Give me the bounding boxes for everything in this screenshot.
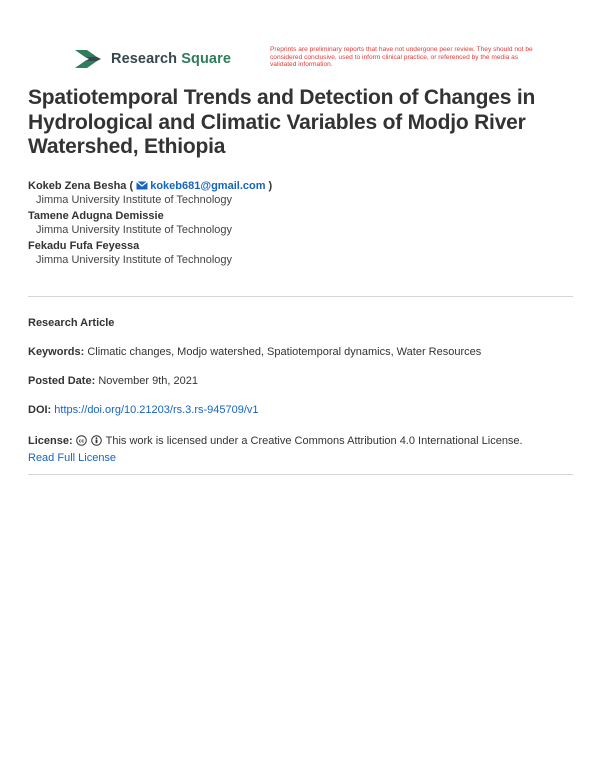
preprint-disclaimer: Preprints are preliminary reports that have not undergone peer review. They should not be considered conclusive, used to inform clinical practice, or referenced by the media as validated information. [270,46,533,68]
author-affiliation: Jimma University Institute of Technology [36,224,233,236]
paren-open: ( [126,180,134,192]
author-email: kokeb681@gmail.com [150,180,266,192]
creative-commons-icon [76,435,87,446]
posted-date-value: November 9th, 2021 [98,375,198,387]
author-list [28,180,272,270]
posted-date [28,375,198,387]
keywords [28,346,481,358]
paren-close: ) [265,180,273,192]
license-text: This work is licensed under a Creative Commons Attribution 4.0 International License. [105,435,523,447]
read-full-license-link[interactable]: Read Full License [28,452,117,464]
author-2 [28,210,272,237]
posted-date-label: Posted Date: [28,375,96,387]
research-square-logo[interactable] [73,48,231,70]
author-email-link[interactable] [136,180,265,192]
author-affiliation: Jimma University Institute of Technology [36,194,233,206]
envelope-icon [136,181,148,190]
doi [28,404,259,416]
author-name: Tamene Adugna Demissie [28,210,164,222]
author-affiliation: Jimma University Institute of Technology [36,254,233,266]
doi-link[interactable]: https://doi.org/10.21203/rs.3.rs-945709/v1 [54,404,259,416]
divider-top [28,296,573,297]
divider-bottom [28,474,573,475]
logo-name: Research [111,51,178,67]
author-3 [28,240,272,267]
paper-title: Spatiotemporal Trends and Detection of Changes in Hydrological and Climatic Variables of Modjo River Watershed, Ethiopia [28,86,536,158]
author-name: Fekadu Fufa Feyessa [28,240,140,252]
logo-wordmark [111,51,231,67]
author-name: Kokeb Zena Besha [28,180,127,192]
keywords-label: Keywords: [28,346,85,358]
author-1 [28,180,272,207]
article-type [28,317,114,329]
research-square-logo-icon [73,48,103,70]
doi-label: DOI: [28,404,52,416]
license [28,433,523,467]
keywords-value: Climatic changes, Modjo watershed, Spatiotemporal dynamics, Water Resources [87,346,482,358]
license-label: License: [28,435,73,447]
article-type-label: Research Article [28,317,115,329]
attribution-icon [91,435,102,446]
logo-accent: Square [181,51,231,67]
svg-text:cc: cc [78,438,84,445]
